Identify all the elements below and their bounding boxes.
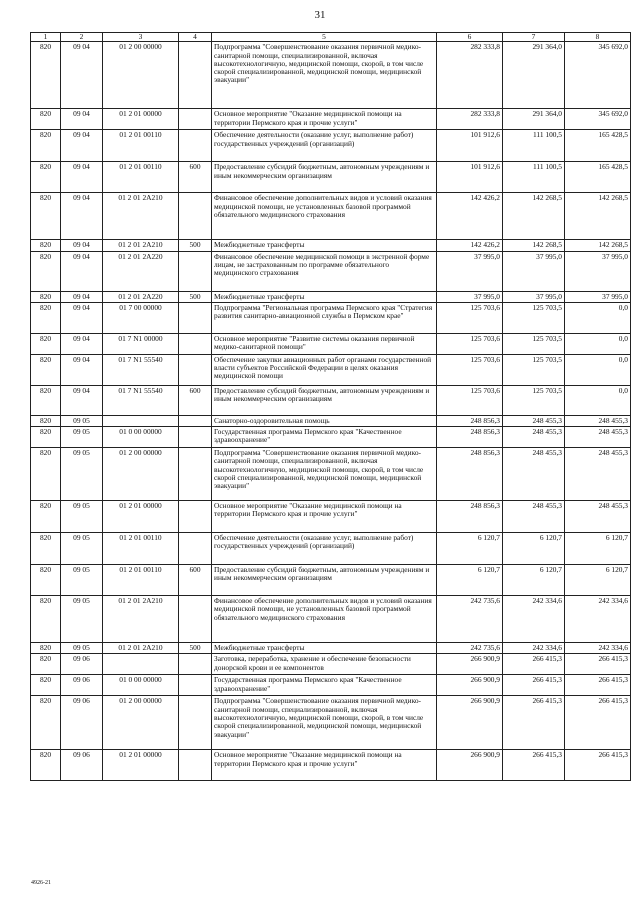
cell-amount-year1: 282 333,8	[437, 42, 503, 109]
cell-amount-year1: 125 703,6	[437, 333, 503, 354]
cell-amount-year3: 345 692,0	[565, 42, 631, 109]
table-row	[31, 565, 631, 596]
cell-name: Основное мероприятие "Оказание медицинской помощи на территории Пермского края и прочие услуги"	[212, 501, 437, 533]
cell-expense-type	[179, 696, 212, 750]
cell-name: Обеспечение закупки авиационных работ органами государственной власти субъектов Российской Федерации в целях оказания медицинской помощи	[212, 354, 437, 385]
cell-expense-type	[179, 533, 212, 565]
cell-expense-type	[179, 448, 212, 501]
cell-target-article: 01 2 01 00110	[103, 162, 179, 193]
cell-target-article: 01 7 N1 55540	[103, 354, 179, 385]
cell-amount-year2: 125 703,5	[503, 333, 565, 354]
column-header: 1	[31, 33, 61, 42]
cell-grbs: 820	[31, 501, 61, 533]
cell-amount-year3: 37 995,0	[565, 291, 631, 302]
cell-amount-year3: 266 415,3	[565, 696, 631, 750]
cell-target-article: 01 2 00 00000	[103, 448, 179, 501]
cell-amount-year1: 248 856,3	[437, 448, 503, 501]
cell-amount-year1: 266 900,9	[437, 750, 503, 781]
cell-section: 09 04	[61, 302, 103, 333]
cell-section: 09 05	[61, 533, 103, 565]
cell-amount-year3: 345 692,0	[565, 109, 631, 130]
cell-grbs: 820	[31, 565, 61, 596]
cell-expense-type	[179, 415, 212, 426]
table-row	[31, 130, 631, 162]
cell-amount-year1: 266 900,9	[437, 696, 503, 750]
cell-expense-type: 500	[179, 291, 212, 302]
cell-grbs: 820	[31, 162, 61, 193]
cell-section: 09 05	[61, 501, 103, 533]
cell-target-article: 01 2 00 00000	[103, 696, 179, 750]
cell-section: 09 04	[61, 354, 103, 385]
cell-amount-year2: 242 334,6	[503, 643, 565, 654]
table-row	[31, 596, 631, 643]
cell-grbs: 820	[31, 42, 61, 109]
cell-amount-year1: 101 912,6	[437, 130, 503, 162]
column-header: 6	[437, 33, 503, 42]
cell-grbs: 820	[31, 354, 61, 385]
cell-amount-year1: 37 995,0	[437, 251, 503, 291]
table-row	[31, 354, 631, 385]
cell-name: Основное мероприятие "Оказание медицинской помощи на территории Пермского края и прочие услуги"	[212, 750, 437, 781]
cell-name: Обеспечение деятельности (оказание услуг, выполнение работ) государственных учреждений (организаций)	[212, 130, 437, 162]
cell-expense-type	[179, 251, 212, 291]
cell-amount-year3: 0,0	[565, 354, 631, 385]
cell-name: Обеспечение деятельности (оказание услуг, выполнение работ) государственных учреждений (организаций)	[212, 533, 437, 565]
column-header: 2	[61, 33, 103, 42]
cell-amount-year2: 291 364,0	[503, 42, 565, 109]
cell-name: Основное мероприятие "Развитие системы оказания первичной медико-санитарной помощи"	[212, 333, 437, 354]
table-row	[31, 291, 631, 302]
cell-amount-year2: 6 120,7	[503, 565, 565, 596]
table-row	[31, 162, 631, 193]
cell-section: 09 04	[61, 130, 103, 162]
cell-name: Подпрограмма "Региональная программа Пермского края "Стратегия развития санитарно-авиационной службы в Пермском крае"	[212, 302, 437, 333]
cell-expense-type: 500	[179, 643, 212, 654]
cell-amount-year3: 248 455,3	[565, 448, 631, 501]
cell-target-article: 01 2 01 2А210	[103, 240, 179, 251]
cell-amount-year1: 6 120,7	[437, 533, 503, 565]
table-row	[31, 240, 631, 251]
column-header: 7	[503, 33, 565, 42]
cell-amount-year2: 266 415,3	[503, 696, 565, 750]
cell-amount-year3: 266 415,3	[565, 750, 631, 781]
cell-grbs: 820	[31, 533, 61, 565]
table-row	[31, 448, 631, 501]
cell-section: 09 06	[61, 675, 103, 696]
table-row	[31, 533, 631, 565]
cell-grbs: 820	[31, 415, 61, 426]
cell-amount-year2: 248 455,3	[503, 427, 565, 448]
cell-amount-year3: 266 415,3	[565, 654, 631, 675]
cell-section: 09 04	[61, 333, 103, 354]
cell-grbs: 820	[31, 302, 61, 333]
cell-amount-year2: 248 455,3	[503, 501, 565, 533]
cell-section: 09 06	[61, 696, 103, 750]
cell-target-article: 01 7 N1 55540	[103, 385, 179, 415]
cell-target-article: 01 2 01 2А220	[103, 251, 179, 291]
cell-expense-type: 500	[179, 240, 212, 251]
table-row	[31, 675, 631, 696]
table-row	[31, 385, 631, 415]
cell-amount-year2: 248 455,3	[503, 448, 565, 501]
table-row	[31, 333, 631, 354]
cell-amount-year3: 6 120,7	[565, 533, 631, 565]
cell-target-article: 01 2 01 2А220	[103, 291, 179, 302]
cell-amount-year2: 111 100,5	[503, 162, 565, 193]
cell-grbs: 820	[31, 193, 61, 240]
cell-amount-year1: 6 120,7	[437, 565, 503, 596]
page-number: 31	[314, 9, 326, 21]
cell-grbs: 820	[31, 675, 61, 696]
cell-amount-year1: 125 703,6	[437, 385, 503, 415]
cell-target-article: 01 2 01 00110	[103, 533, 179, 565]
cell-amount-year1: 125 703,6	[437, 302, 503, 333]
table-row	[31, 501, 631, 533]
cell-target-article: 01 2 01 00000	[103, 750, 179, 781]
cell-amount-year2: 125 703,5	[503, 354, 565, 385]
cell-expense-type: 600	[179, 385, 212, 415]
cell-name: Межбюджетные трансферты	[212, 291, 437, 302]
cell-amount-year2: 266 415,3	[503, 750, 565, 781]
cell-amount-year2: 142 268,5	[503, 193, 565, 240]
cell-amount-year3: 248 455,3	[565, 415, 631, 426]
cell-section: 09 04	[61, 42, 103, 109]
cell-amount-year3: 248 455,3	[565, 501, 631, 533]
cell-amount-year1: 142 426,2	[437, 240, 503, 251]
cell-expense-type	[179, 427, 212, 448]
cell-amount-year3: 0,0	[565, 385, 631, 415]
cell-section: 09 04	[61, 162, 103, 193]
cell-section: 09 04	[61, 193, 103, 240]
cell-amount-year2: 111 100,5	[503, 130, 565, 162]
cell-section: 09 05	[61, 415, 103, 426]
cell-amount-year3: 165 428,5	[565, 162, 631, 193]
cell-section: 09 06	[61, 750, 103, 781]
cell-amount-year3: 242 334,6	[565, 643, 631, 654]
cell-expense-type: 600	[179, 565, 212, 596]
cell-amount-year2: 142 268,5	[503, 240, 565, 251]
cell-amount-year2: 266 415,3	[503, 675, 565, 696]
cell-amount-year2: 242 334,6	[503, 596, 565, 643]
cell-target-article: 01 2 01 00000	[103, 501, 179, 533]
cell-amount-year3: 266 415,3	[565, 675, 631, 696]
table-row	[31, 750, 631, 781]
cell-name: Предоставление субсидий бюджетным, автономным учреждениям и иным некоммерческим организациям	[212, 565, 437, 596]
cell-amount-year3: 142 268,5	[565, 193, 631, 240]
cell-amount-year2: 291 364,0	[503, 109, 565, 130]
cell-amount-year3: 248 455,3	[565, 427, 631, 448]
cell-section: 09 04	[61, 109, 103, 130]
cell-section: 09 04	[61, 291, 103, 302]
cell-amount-year1: 248 856,3	[437, 501, 503, 533]
cell-target-article: 01 2 00 00000	[103, 42, 179, 109]
cell-name: Финансовое обеспечение дополнительных видов и условий оказания медицинской помощи, не установленных базовой программой обязательного медицинского страхования	[212, 193, 437, 240]
cell-name: Предоставление субсидий бюджетным, автономным учреждениям и иным некоммерческим организациям	[212, 162, 437, 193]
cell-grbs: 820	[31, 750, 61, 781]
cell-name: Государственная программа Пермского края "Качественное здравоохранение"	[212, 427, 437, 448]
cell-section: 09 05	[61, 643, 103, 654]
cell-section: 09 04	[61, 251, 103, 291]
cell-target-article: 01 7 00 00000	[103, 302, 179, 333]
cell-grbs: 820	[31, 130, 61, 162]
cell-grbs: 820	[31, 240, 61, 251]
cell-amount-year1: 142 426,2	[437, 193, 503, 240]
cell-amount-year3: 242 334,6	[565, 596, 631, 643]
cell-expense-type	[179, 193, 212, 240]
cell-amount-year1: 248 856,3	[437, 415, 503, 426]
column-header: 3	[103, 33, 179, 42]
cell-target-article	[103, 415, 179, 426]
column-number-row	[31, 33, 631, 42]
cell-amount-year2: 248 455,3	[503, 415, 565, 426]
cell-target-article: 01 0 00 00000	[103, 427, 179, 448]
cell-amount-year1: 125 703,6	[437, 354, 503, 385]
cell-amount-year3: 37 995,0	[565, 251, 631, 291]
cell-name: Финансовое обеспечение дополнительных видов и условий оказания медицинской помощи, не установленных базовой программой обязательного медицинского страхования	[212, 596, 437, 643]
cell-grbs: 820	[31, 448, 61, 501]
table-row	[31, 696, 631, 750]
cell-amount-year1: 37 995,0	[437, 291, 503, 302]
cell-amount-year2: 37 995,0	[503, 291, 565, 302]
cell-amount-year1: 266 900,9	[437, 675, 503, 696]
table-row	[31, 109, 631, 130]
cell-name: Санаторно-оздоровительная помощь	[212, 415, 437, 426]
cell-expense-type	[179, 109, 212, 130]
table-row	[31, 415, 631, 426]
cell-section: 09 05	[61, 427, 103, 448]
cell-expense-type	[179, 654, 212, 675]
cell-section: 09 04	[61, 385, 103, 415]
cell-name: Предоставление субсидий бюджетным, автономным учреждениям и иным некоммерческим организациям	[212, 385, 437, 415]
cell-target-article: 01 2 01 00110	[103, 130, 179, 162]
cell-name: Финансовое обеспечение медицинской помощи в экстренной форме лицам, не застрахованным по программе обязательного медицинского страхования	[212, 251, 437, 291]
column-header: 4	[179, 33, 212, 42]
table-row	[31, 42, 631, 109]
cell-grbs: 820	[31, 333, 61, 354]
cell-amount-year2: 37 995,0	[503, 251, 565, 291]
table-row	[31, 654, 631, 675]
cell-grbs: 820	[31, 643, 61, 654]
cell-target-article: 01 0 00 00000	[103, 675, 179, 696]
cell-name: Заготовка, переработка, хранение и обеспечение безопасности донорской крови и ее компонентов	[212, 654, 437, 675]
cell-expense-type	[179, 750, 212, 781]
cell-amount-year1: 248 856,3	[437, 427, 503, 448]
cell-amount-year1: 242 735,6	[437, 596, 503, 643]
cell-expense-type	[179, 596, 212, 643]
cell-grbs: 820	[31, 109, 61, 130]
cell-expense-type	[179, 675, 212, 696]
cell-expense-type	[179, 333, 212, 354]
cell-grbs: 820	[31, 427, 61, 448]
cell-amount-year3: 165 428,5	[565, 130, 631, 162]
cell-target-article: 01 2 01 00000	[103, 109, 179, 130]
cell-amount-year2: 125 703,5	[503, 385, 565, 415]
cell-amount-year1: 282 333,8	[437, 109, 503, 130]
cell-amount-year2: 266 415,3	[503, 654, 565, 675]
budget-table	[30, 32, 631, 781]
cell-section: 09 05	[61, 448, 103, 501]
column-header: 8	[565, 33, 631, 42]
cell-expense-type	[179, 501, 212, 533]
cell-name: Межбюджетные трансферты	[212, 240, 437, 251]
cell-name: Межбюджетные трансферты	[212, 643, 437, 654]
table-body	[31, 42, 631, 781]
cell-section: 09 05	[61, 596, 103, 643]
cell-target-article: 01 2 01 2А210	[103, 643, 179, 654]
cell-amount-year3: 0,0	[565, 302, 631, 333]
cell-target-article: 01 2 01 2А210	[103, 193, 179, 240]
table-row	[31, 643, 631, 654]
document-code: 4926-21	[31, 880, 51, 886]
table-row	[31, 302, 631, 333]
cell-amount-year3: 142 268,5	[565, 240, 631, 251]
cell-section: 09 06	[61, 654, 103, 675]
cell-amount-year3: 6 120,7	[565, 565, 631, 596]
cell-expense-type: 600	[179, 162, 212, 193]
cell-name: Подпрограмма "Совершенствование оказания первичной медико-санитарной помощи, специализированной, включая высокотехнологичную, медицинской помощи, скорой, в том числе скорой специализированной, медицинской помощи, медицинской эвакуации"	[212, 448, 437, 501]
cell-amount-year3: 0,0	[565, 333, 631, 354]
cell-amount-year1: 101 912,6	[437, 162, 503, 193]
cell-amount-year2: 125 703,5	[503, 302, 565, 333]
cell-section: 09 04	[61, 240, 103, 251]
cell-grbs: 820	[31, 654, 61, 675]
cell-expense-type	[179, 354, 212, 385]
cell-section: 09 05	[61, 565, 103, 596]
cell-grbs: 820	[31, 385, 61, 415]
cell-grbs: 820	[31, 696, 61, 750]
cell-amount-year1: 266 900,9	[437, 654, 503, 675]
cell-name: Подпрограмма "Совершенствование оказания первичной медико-санитарной помощи, специализированной, включая высокотехнологичную, медицинской помощи, скорой, в том числе скорой специализированной, медицинской помощи, медицинской эвакуации"	[212, 42, 437, 109]
cell-target-article: 01 2 01 00110	[103, 565, 179, 596]
cell-expense-type	[179, 302, 212, 333]
table-row	[31, 251, 631, 291]
cell-name: Подпрограмма "Совершенствование оказания первичной медико-санитарной помощи, специализированной, включая высокотехнологичную, медицинской помощи, скорой, в том числе скорой специализированной, медицинской помощи, медицинской эвакуации"	[212, 696, 437, 750]
cell-expense-type	[179, 42, 212, 109]
cell-target-article	[103, 654, 179, 675]
cell-target-article: 01 2 01 2А210	[103, 596, 179, 643]
cell-amount-year1: 242 735,6	[437, 643, 503, 654]
cell-name: Основное мероприятие "Оказание медицинской помощи на территории Пермского края и прочие услуги"	[212, 109, 437, 130]
table-row	[31, 193, 631, 240]
cell-amount-year2: 6 120,7	[503, 533, 565, 565]
cell-grbs: 820	[31, 291, 61, 302]
column-header: 5	[212, 33, 437, 42]
cell-grbs: 820	[31, 251, 61, 291]
table-row	[31, 427, 631, 448]
cell-expense-type	[179, 130, 212, 162]
cell-grbs: 820	[31, 596, 61, 643]
cell-name: Государственная программа Пермского края "Качественное здравоохранение"	[212, 675, 437, 696]
cell-target-article: 01 7 N1 00000	[103, 333, 179, 354]
